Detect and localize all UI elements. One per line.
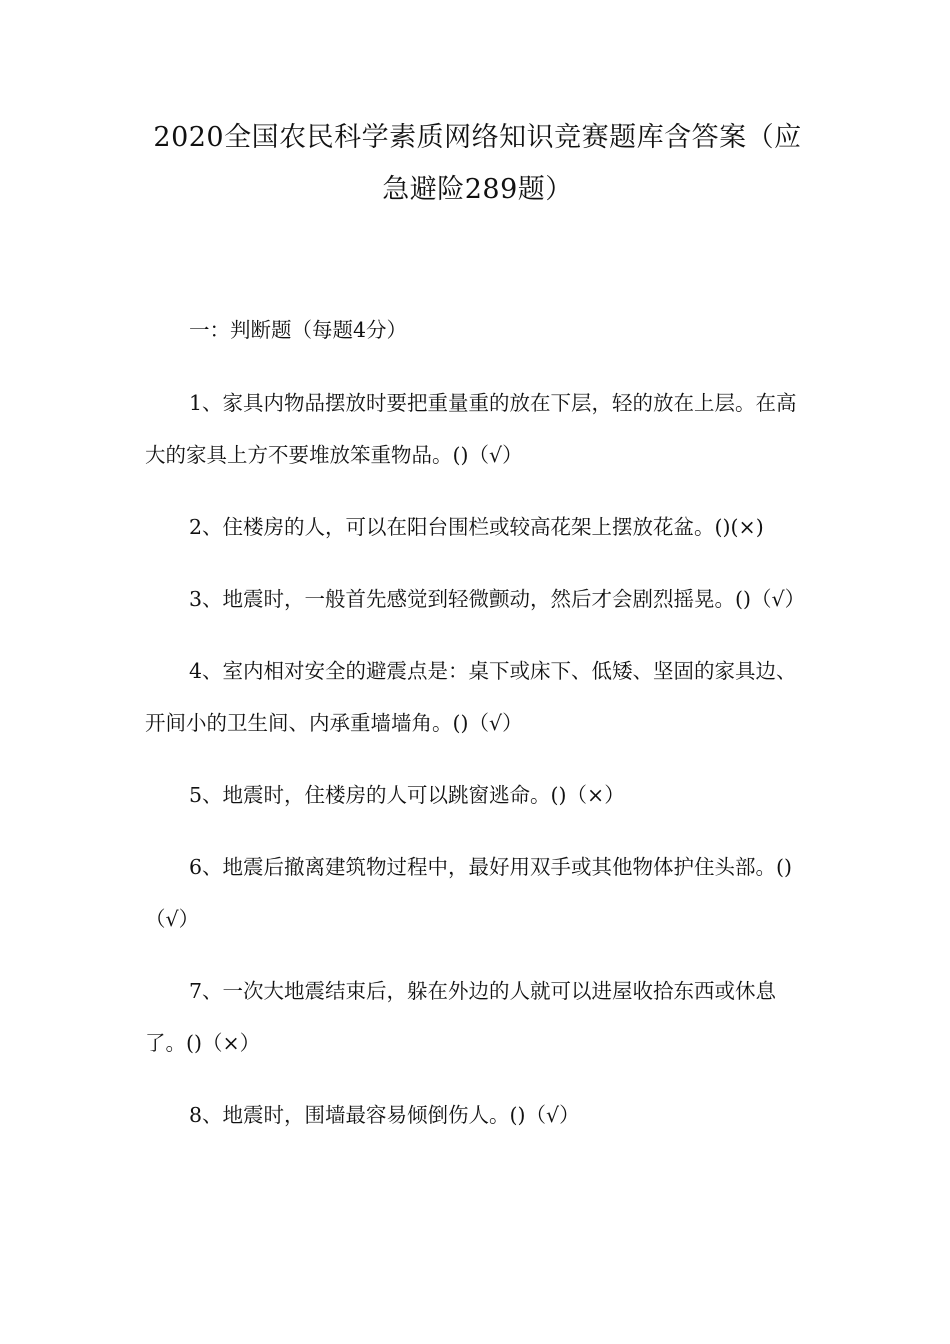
question-5 xyxy=(145,769,810,821)
question-answer: (×) xyxy=(730,515,764,539)
question-text: 2、住楼房的人，可以在阳台围栏或较高花架上摆放花盆。() xyxy=(189,515,731,539)
question-answer: （×） xyxy=(202,1031,261,1055)
question-text: 4、室内相对安全的避震点是：桌下或床下、低矮、坚固的家具边、开间小的卫生间、内承重墙墙角。() xyxy=(145,659,797,735)
question-text: 8、地震时，围墙最容易倾倒伤人。() xyxy=(189,1103,526,1127)
question-8 xyxy=(145,1089,810,1141)
question-answer: （√） xyxy=(751,587,806,611)
question-answer: （√） xyxy=(468,711,523,735)
question-answer: （×） xyxy=(566,783,625,807)
title-line-1: 2020全国农民科学素质网络知识竞赛题库含答案（应 xyxy=(153,122,802,153)
question-text: 3、地震时，一般首先感觉到轻微颤动，然后才会剧烈摇晃。() xyxy=(189,587,752,611)
question-text: 5、地震时，住楼房的人可以跳窗逃命。() xyxy=(189,783,567,807)
document-body xyxy=(145,313,810,1161)
question-1 xyxy=(145,377,810,481)
question-text: 7、一次大地震结束后，躲在外边的人就可以进屋收拾东西或休息了。() xyxy=(145,979,777,1055)
question-3 xyxy=(145,573,810,625)
section-heading: 一：判断题（每题4分） xyxy=(189,318,408,342)
question-6 xyxy=(145,841,810,945)
question-answer: （√） xyxy=(525,1103,580,1127)
question-4 xyxy=(145,645,810,749)
question-text: 6、地震后撤离建筑物过程中，最好用双手或其他物体护住头部。() xyxy=(189,855,793,879)
question-7 xyxy=(145,965,810,1069)
title-line-2: 急避险289题） xyxy=(382,174,573,205)
document-title xyxy=(145,112,810,216)
question-answer: （√） xyxy=(468,443,523,467)
question-text: 1、家具内物品摆放时要把重量重的放在下层，轻的放在上层。在高大的家具上方不要堆放笨重物品。() xyxy=(145,391,797,467)
question-answer: （√） xyxy=(145,907,200,931)
question-2 xyxy=(145,501,810,553)
